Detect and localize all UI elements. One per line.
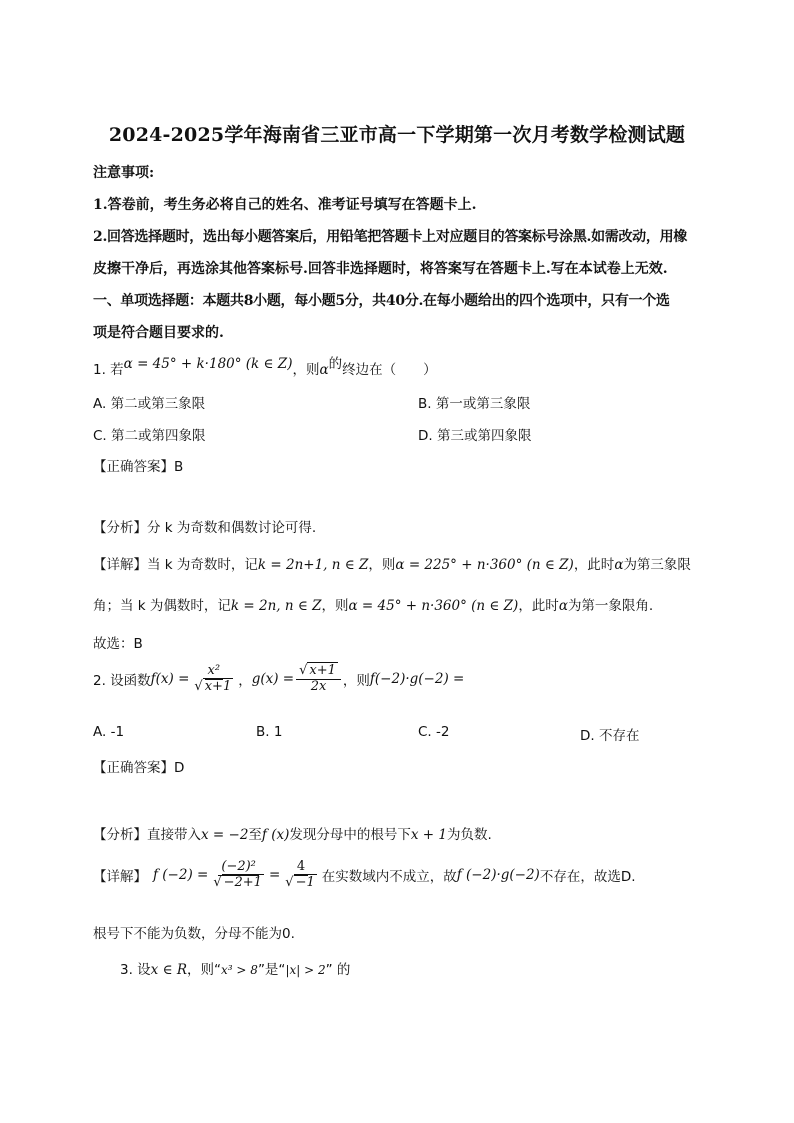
question-2-stem <box>93 664 464 695</box>
q2-g-denominator: 2x <box>310 678 327 694</box>
sqrt-sign: √ <box>194 678 203 694</box>
q1-answer-line <box>93 455 183 475</box>
q1-conclusion: 故选：B <box>93 636 143 652</box>
q1-detail-text: ，此时 <box>573 557 615 573</box>
q2-g-radicand: x+1 <box>309 663 336 678</box>
q2-analysis-text: 直接带入 <box>147 827 201 843</box>
q1-detail-label: 【详解】 <box>93 557 147 573</box>
q1-detail-text: ，则 <box>368 557 396 573</box>
q2-analysis-text: 发现分母中的根号下 <box>289 827 411 843</box>
q2-analysis-formula: x + 1 <box>410 827 447 843</box>
q3-suffix: ” 的 <box>325 962 351 978</box>
q1-analysis-label: 【分析】 <box>93 520 147 536</box>
q3-prefix: 3. 设 <box>120 962 151 978</box>
q2-analysis <box>93 823 492 843</box>
q2-detail-denominator-1 <box>210 876 267 891</box>
q2-option-c: C. -2 <box>418 724 450 740</box>
q2-option-a: A. -1 <box>93 724 125 740</box>
q1-detail-line-2 <box>93 594 653 614</box>
q2-analysis-label: 【分析】 <box>93 827 147 843</box>
q2-detail-text: 在实数域内不成立，故 <box>321 869 457 886</box>
q1-detail-line-1 <box>93 553 691 573</box>
q1-formula-odd-k: k = 2n+1, n ∈ Z <box>257 557 369 573</box>
q2-option-b: B. 1 <box>256 724 283 740</box>
section-heading-line-2: 项是符合题目要求的. <box>93 325 224 341</box>
q2-f-denominator <box>191 680 236 695</box>
notice-item-2-line-1: 2.回答选择题时，选出每小题答案后，用铅笔把答题卡上对应题目的答案标号涂黑.如需改动，用橡 <box>93 229 687 245</box>
q2-f-fraction <box>191 664 236 695</box>
q1-option-a: A. 第二或第三象限 <box>93 396 206 412</box>
q2-detail-text: 不存在，故选D. <box>539 869 636 886</box>
q1-answer-label: 【正确答案】 <box>93 459 174 475</box>
q1-alpha-symbol: α <box>558 598 568 614</box>
q1-detail-text: 当 k 为奇数时，记 <box>147 557 258 573</box>
q3-formula-1: x ∈ R <box>150 962 188 978</box>
question-3-stem <box>120 958 350 978</box>
q2-detail-radicand-1: −2+1 <box>223 874 262 890</box>
notice-item-2-line-2: 皮擦干净后，再选涂其他答案标号.回答非选择题时，将答案写在答题卡上.写在本试卷上无效. <box>93 261 668 277</box>
q2-f-numerator: x² <box>205 664 224 680</box>
q3-formula-2: x³ > 8 <box>221 963 258 977</box>
q2-expression: f(−2)·g(−2) = <box>369 671 465 688</box>
q2-note: 根号下不能为负数，分母不能为0. <box>93 926 295 942</box>
q1-option-c: C. 第二或第四象限 <box>93 428 206 444</box>
q3-formula-3: |x| > 2 <box>285 963 326 977</box>
q2-f-radicand: x+1 <box>204 678 232 694</box>
question-1-stem <box>93 358 437 378</box>
section-heading-line-1: 一、单项选择题：本题共8小题，每小题5分，共40分.在每小题给出的四个选项中，只有一个选 <box>93 293 670 309</box>
q2-detail <box>93 860 636 891</box>
q1-detail-text: 角；当 k 为偶数时，记 <box>93 598 231 614</box>
q2-analysis-text: 至 <box>248 827 262 843</box>
q1-alpha-symbol: α <box>614 557 624 573</box>
q2-option-d: D. 不存在 <box>580 728 640 744</box>
q1-option-d: D. 第三或第四象限 <box>418 428 532 444</box>
q2-answer-line <box>93 756 184 776</box>
q2-prefix: 2. 设函数 <box>93 673 151 690</box>
q1-answer: B <box>174 459 184 475</box>
q3-text: ”是“ <box>257 962 286 978</box>
q2-detail-denominator-2 <box>282 876 319 891</box>
q1-suffix: 终边在（ ） <box>342 362 437 378</box>
q1-option-b: B. 第一或第三象限 <box>418 396 531 412</box>
notice-item-1: 1.答卷前，考生务必将自己的姓名、准考证号填写在答题卡上. <box>93 197 477 213</box>
q2-answer-label: 【正确答案】 <box>93 760 174 776</box>
q2-comma: ， <box>238 673 252 690</box>
q3-text: ，则“ <box>187 962 222 978</box>
sqrt-sign: √ <box>213 874 222 890</box>
q1-detail-text: ，此时 <box>518 598 559 614</box>
q1-prefix: 1. 若 <box>93 362 124 378</box>
q2-detail-numerator-1: (−2)² <box>218 860 259 876</box>
q2-detail-formula: f (−2)·g(−2) <box>456 867 540 884</box>
q1-detail-text: 为第一象限角. <box>567 598 654 614</box>
q1-detail-text: 为第三象限 <box>623 557 691 573</box>
sqrt-sign: √ <box>299 663 308 678</box>
q2-suffix: ，则 <box>342 673 370 690</box>
q2-g-fraction <box>296 664 341 695</box>
q2-answer: D <box>174 760 185 776</box>
sqrt-sign: √ <box>285 874 294 890</box>
q2-analysis-text: 为负数. <box>446 827 492 843</box>
q1-formula: α = 45° + k·180° (k ∈ Z) <box>123 356 293 372</box>
q1-analysis-text: 分 k 为奇数和偶数讨论可得. <box>147 520 317 536</box>
q2-g-lhs: g(x) = <box>251 671 295 688</box>
q2-detail-fraction-2 <box>282 860 319 891</box>
notice-heading: 注意事项: <box>93 165 155 181</box>
q2-detail-lhs: f (−2) = <box>153 867 209 884</box>
q2-detail-numerator-2: 4 <box>294 860 308 876</box>
q1-de: 的 <box>328 356 343 372</box>
q1-mid: ，则 <box>292 362 320 378</box>
q1-formula-even-k: k = 2n, n ∈ Z <box>230 598 322 614</box>
q2-detail-equals: = <box>268 867 281 884</box>
q2-detail-radicand-2: −1 <box>295 874 315 890</box>
q2-g-numerator <box>296 664 341 680</box>
q2-detail-label: 【详解】 <box>93 869 147 886</box>
q2-analysis-formula: x = −2 <box>201 827 249 843</box>
q1-formula-alpha-45: α = 45° + n·360° (n ∈ Z) <box>348 598 519 614</box>
exam-title: 2024-2025学年海南省三亚市高一下学期第一次月考数学检测试题 <box>108 124 686 146</box>
q2-f-lhs: f(x) = <box>150 671 190 688</box>
q2-detail-fraction-1 <box>210 860 267 891</box>
q1-formula-alpha-225: α = 225° + n·360° (n ∈ Z) <box>395 557 574 573</box>
q1-alpha: α <box>319 362 329 378</box>
q1-detail-text: ，则 <box>321 598 349 614</box>
q1-analysis <box>93 516 316 536</box>
q2-analysis-formula: f (x) <box>261 827 290 843</box>
